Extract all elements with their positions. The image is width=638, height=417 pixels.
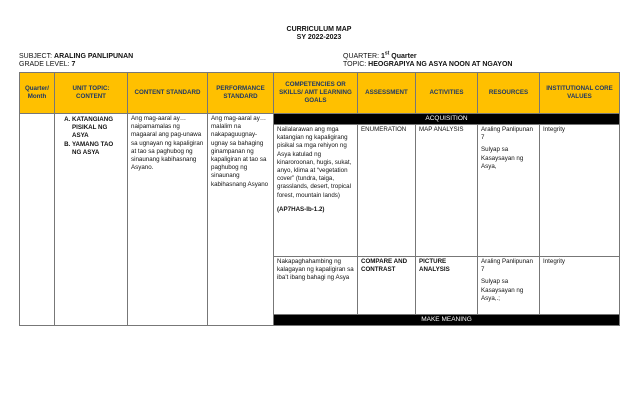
- grade-label: GRADE LEVEL:: [19, 61, 72, 68]
- core-value-cell: Integrity: [540, 125, 620, 257]
- resource-item: Araling Panlipunan 7: [481, 126, 533, 142]
- acquisition-banner: ACQUISITION: [274, 114, 620, 125]
- document-title: CURRICULUM MAP: [286, 26, 352, 33]
- unit-topic-item: B. YAMANG TAO NG ASYA: [72, 141, 124, 157]
- quarter-value: 1st Quarter: [381, 50, 417, 60]
- col-resources: RESOURCES: [478, 73, 540, 114]
- subject-label: SUBJECT:: [19, 53, 55, 60]
- col-activities: ACTIVITIES: [416, 73, 478, 114]
- grade-line: [19, 61, 75, 69]
- school-year: SY 2022-2023: [296, 34, 342, 41]
- acquisition-banner-row: [20, 114, 620, 125]
- unit-topic-list: [58, 116, 124, 157]
- topic-line: [343, 61, 512, 69]
- competency-cell: Nakapaghahambing ng kalagayan ng kapaligiran sa iba’t ibang bahagi ng Asya: [274, 257, 358, 315]
- core-value-cell: Integrity: [540, 257, 620, 315]
- grade-value: 7: [71, 61, 76, 68]
- topic-value: HEOGRAPIYA NG ASYA NOON AT NGAYON: [368, 61, 513, 68]
- resources-cell: [478, 125, 540, 257]
- assessment-cell: ENUMERATION: [358, 125, 416, 257]
- content-standard-cell: Ang mag-aaral ay… naipamamalas ng magaaral ang pag-unawa sa ugnayan ng kapaligiran at tao sa paghubog ng sinaunang kabihasnang Asyano.: [128, 114, 208, 326]
- col-performance-standard: PERFORMANCE STANDARD: [208, 73, 274, 114]
- assessment-cell: COMPARE AND CONTRAST: [358, 257, 416, 315]
- activities-cell: MAP ANALYSIS: [416, 125, 478, 257]
- quarter-label: QUARTER:: [343, 53, 381, 60]
- competency-cell: [274, 125, 358, 257]
- quarter-line: [343, 50, 417, 61]
- competency-text: Nailalarawan ang mga katangian ng kapaligirang pisikal sa mga rehiyon ng Asya katulad ng kinaroroonan, hugis, sukat, anyo, klima at “vegetation cover” (tundra, taiga, grasslands, desert, tropical forest, mountain lands): [277, 126, 352, 199]
- subject-line: [19, 53, 133, 61]
- col-core-values: INSTITUTIONAL CORE VALUES: [540, 73, 620, 114]
- make-meaning-banner: MAKE MEANING: [274, 315, 620, 326]
- topic-label: TOPIC:: [343, 61, 369, 68]
- resources-cell: [478, 257, 540, 315]
- quarter-cell: [20, 114, 55, 326]
- table-header-row: [20, 73, 620, 114]
- col-quarter-month: Quarter/ Month: [20, 73, 55, 114]
- col-unit-topic: UNIT TOPIC: CONTENT: [55, 73, 128, 114]
- activities-cell: PICTURE ANALYSIS: [416, 257, 478, 315]
- resource-item: Sulyap sa Kasaysayan ng Asya,.;: [481, 278, 524, 302]
- subject-value: ARALING PANLIPUNAN: [54, 53, 134, 60]
- curriculum-table: [19, 72, 620, 326]
- resource-item: Sulyap sa Kasaysayan ng Asya,: [481, 146, 524, 170]
- col-content-standard: CONTENT STANDARD: [128, 73, 208, 114]
- resource-item: Araling Panlipunan 7: [481, 258, 533, 274]
- competency-code: (AP7HAS-Ib-1.2): [277, 205, 325, 213]
- unit-topic-cell: [55, 114, 128, 326]
- unit-topic-item: A. KATANGIANG PISIKAL NG ASYA: [72, 116, 124, 141]
- col-competencies: COMPETENCIES OR SKILLS/ AMT LEARNING GOALS: [274, 73, 358, 114]
- col-assessment: ASSESSMENT: [358, 73, 416, 114]
- performance-standard-cell: Ang mag-aaral ay… malalim na nakapaguugnay-ugnay sa bahaging ginampanan ng kapaligiran at tao sa paghubog ng sinaunang kabihasnang Asyano: [208, 114, 274, 326]
